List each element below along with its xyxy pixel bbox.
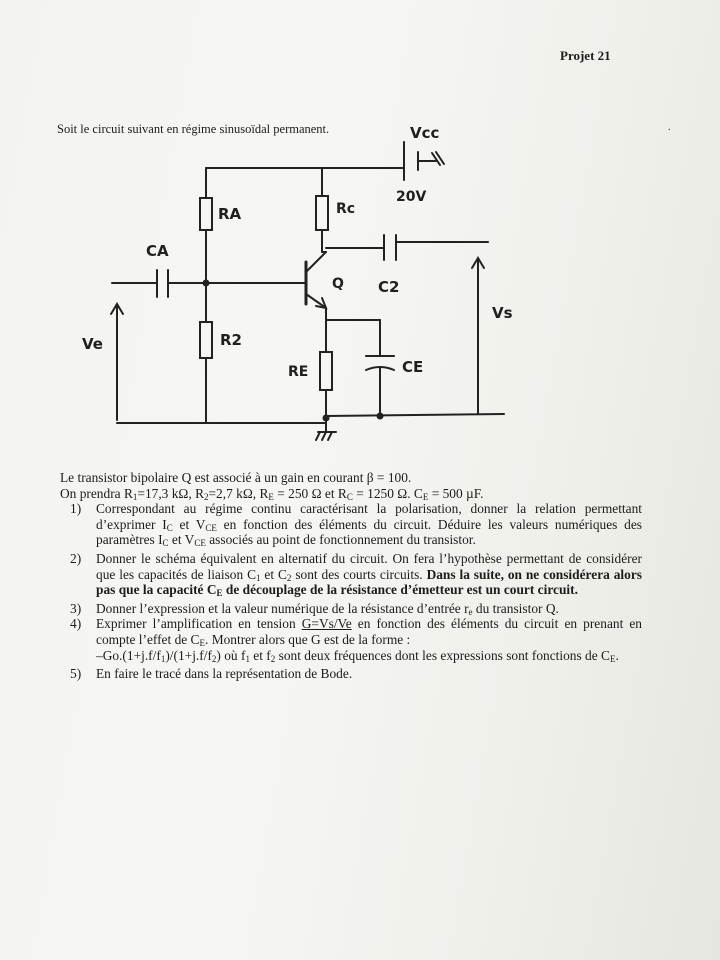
bottom-rail-wire	[326, 414, 504, 416]
label-ra: RA	[218, 205, 242, 223]
transistor-q	[306, 252, 326, 308]
beta-sentence: Le transistor bipolaire Q est associé à un gain en courant β = 100.	[60, 470, 412, 485]
gain-formula: $-Go.(1+j.f/f_1)/(1+j.f/f_2)$ où $f_1$ et $f_2$ sont deux fréquences dont les expressions sont fonctions de $C_E$.	[96, 647, 619, 664]
resistor-r2	[200, 322, 212, 358]
label-vcc: Vcc	[410, 124, 440, 142]
circuit-schematic	[0, 0, 720, 470]
intro-sentence: Soit le circuit suivant en régime sinusoïdal permanent.	[57, 122, 330, 136]
label-ce: CE	[402, 358, 424, 376]
question-1: 1) Correspondant au régime continu caractérisant la polarisation, donner la relation permettant d’exprimer $I_C$ et $V_{CE}$ en fonction des éléments du circuit. Déduire les valeurs numériques des paramètres $I_C$ et $V_{CE}$ associés au point de fonctionnement du transistor.	[70, 501, 642, 549]
problem-statement	[60, 470, 642, 682]
project-title: Projet 21	[560, 48, 611, 63]
label-re: RE	[288, 364, 309, 380]
question-3: 3) Donner l’expression et la valeur numérique de la résistance d’entrée $r_e$ du transistor Q.	[70, 600, 559, 617]
ground-icon	[316, 418, 336, 440]
question-4: 4) Exprimer l’amplification en tension G=Vs/Ve en fonction des éléments du circuit en prenant en compte l’effet de $C_E$. Montrer alors que G est de la forme : $-Go.(1+j.f/f_1)/(1+j.f/f_2)$ où $f_1$ et $f_2$ sont deux fréquences dont les expressions sont fonctions de $C_E$.	[70, 616, 643, 664]
margin-mark: .	[668, 122, 671, 133]
label-ve: Ve	[82, 335, 103, 353]
question-2: 2) Donner le schéma équivalent en alternatif du circuit. On fera l’hypothèse permettant de considérer que les capacités de liaison $C_1$ et $C_2$ sont des courts circuits. Dans la suite, on ne considérera alors pas que la capacité $C_E$ de découplage de la résistance d’émetteur est un court circuit.	[70, 550, 642, 599]
label-vs: Vs	[492, 304, 513, 322]
label-rc: Rc	[336, 201, 356, 217]
label-ca: CA	[146, 242, 169, 260]
resistor-rc	[316, 196, 328, 230]
question-5: 5) En faire le tracé dans la représentation de Bode.	[70, 666, 353, 682]
label-vcc-value: 20V	[396, 189, 427, 205]
component-values: On prendra $R_1=17,3$ kΩ, $R_2=2,7$ kΩ, $R_E = 250$ Ω et $R_C = 1250$ Ω. $C_E = 500$ µF.	[60, 485, 484, 502]
label-q: Q	[332, 276, 344, 292]
resistor-re	[320, 352, 332, 390]
label-r2: R2	[220, 331, 242, 349]
vcc-battery	[404, 142, 444, 180]
label-c2: C2	[378, 278, 400, 296]
question-list	[60, 501, 642, 682]
resistor-ra	[200, 198, 212, 230]
